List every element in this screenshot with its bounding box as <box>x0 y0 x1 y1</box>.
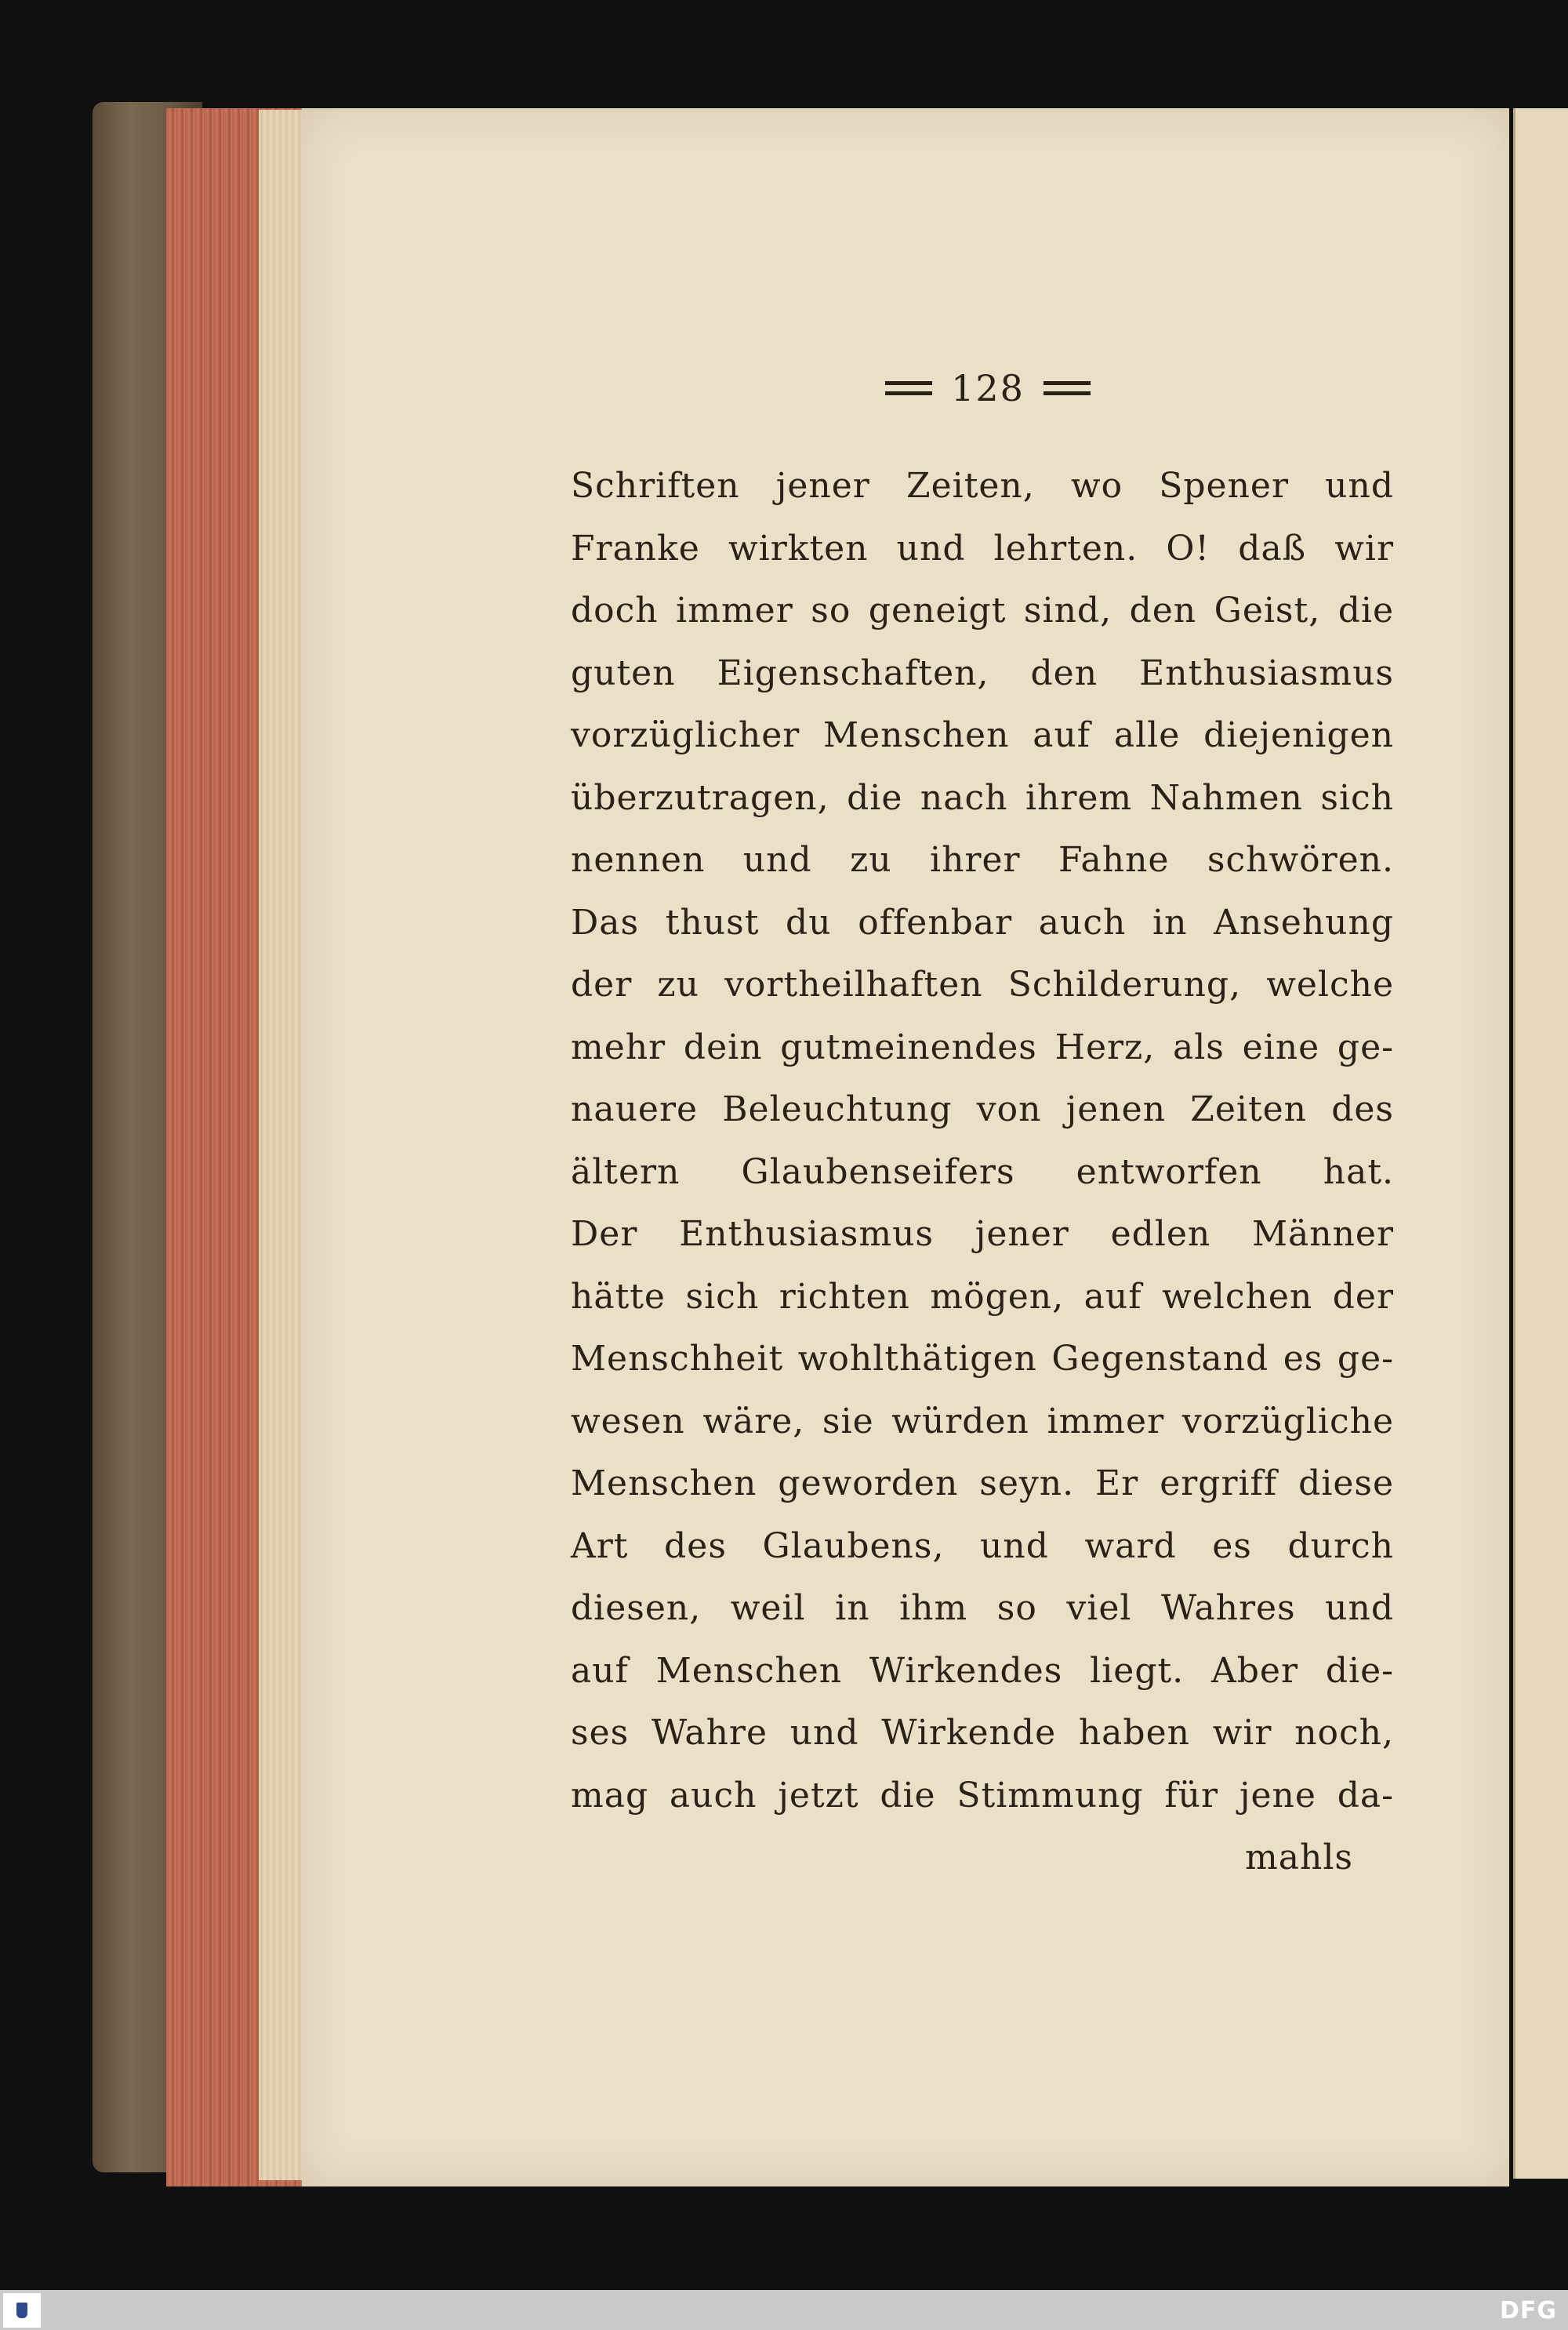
dfg-mark: DFG <box>1499 2297 1557 2325</box>
text-line: Art des Glaubens, und ward es durch <box>571 1525 1394 1566</box>
library-logo-icon[interactable] <box>3 2293 41 2328</box>
text-line: Franke wirkten und lehrten. O! daß wir <box>571 528 1394 569</box>
text-line: hätte sich richten mögen, auf welchen der <box>571 1276 1394 1317</box>
logo-shape <box>16 2303 27 2318</box>
text-line: Schriften jener Zeiten, wo Spener und <box>571 466 1394 506</box>
text-line: der zu vortheilhaften Schilderung, welche <box>571 965 1394 1005</box>
text-line: Der Enthusiasmus jener edlen Männer <box>571 1214 1394 1254</box>
header-rule-right <box>1044 381 1091 395</box>
text-line: guten Eigenschaften, den Enthusiasmus <box>571 652 1394 693</box>
text-line: nauere Beleuchtung von jenen Zeiten des <box>571 1089 1394 1129</box>
text-line: auf Menschen Wirkendes liegt. Aber die- <box>571 1650 1394 1691</box>
viewer-footer-bar <box>0 2290 1568 2330</box>
text-line: überzutragen, die nach ihrem Nahmen sich <box>571 777 1394 818</box>
text-line: vorzüglicher Menschen auf alle diejenigen <box>571 715 1394 755</box>
text-line: doch immer so geneigt sind, den Geist, die <box>571 591 1394 631</box>
text-line: ältern Glaubenseifers entworfen hat. <box>571 1151 1394 1192</box>
text-line: wesen wäre, sie würden immer vorzügliche <box>571 1401 1394 1441</box>
catchword: mahls <box>1245 1837 1353 1877</box>
facing-page-edge <box>1513 108 1568 2179</box>
text-line: nennen und zu ihrer Fahne schwören. <box>571 840 1394 880</box>
text-line: Menschheit wohlthätigen Gegenstand es ge- <box>571 1339 1394 1379</box>
text-line: Menschen geworden seyn. Er ergriff diese <box>571 1463 1394 1503</box>
page-edges-inner <box>259 110 306 2180</box>
text-line: diesen, weil in ihm so viel Wahres und <box>571 1588 1394 1628</box>
header-rule-left <box>885 381 932 395</box>
text-line: Das thust du offenbar auch in Ansehung <box>571 902 1394 943</box>
page-number: 128 <box>951 367 1025 409</box>
text-line: mehr dein gutmeinendes Herz, als eine ge- <box>571 1027 1394 1067</box>
text-line: mag auch jetzt die Stimmung für jene da- <box>571 1775 1394 1816</box>
text-line: ses Wahre und Wirkende haben wir noch, <box>571 1713 1394 1753</box>
page-text <box>571 455 1394 1889</box>
page-header <box>855 367 1121 409</box>
